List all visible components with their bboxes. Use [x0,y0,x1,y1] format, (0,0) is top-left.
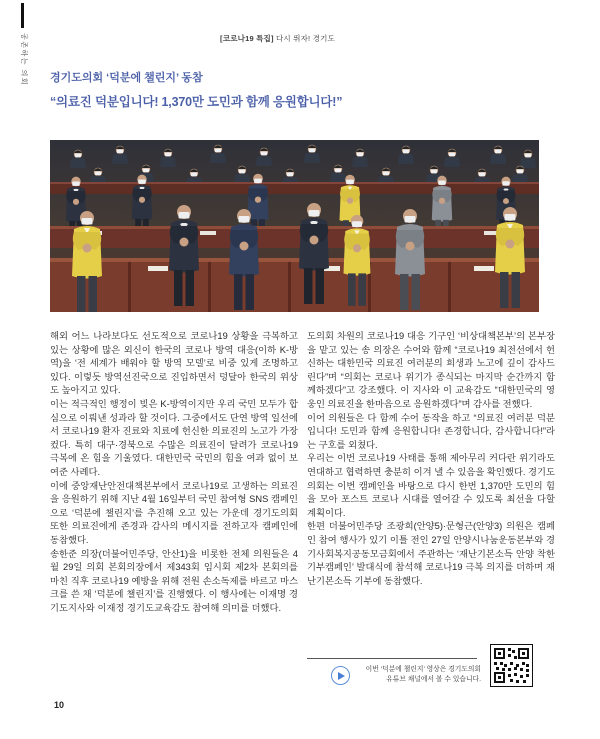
paragraph: 이에 중앙재난안전대책본부에서 코로나19로 고생하는 의료진을 응원하기 위해 지난 4월 16일부터 국민 참여형 SNS 캠페인으로 ‘덕분에 챌린지’를 추진해 오고 있는 가운데 경기도의회 또한 의료진에게 존경과 감사의 메시지를 전하고자 캠페인에 동참했다. [50,480,298,545]
article-column-left [50,330,298,615]
article-column-right [307,330,555,588]
assembly-photo [50,140,539,312]
running-header-text: 다시 뛰자! 경기도 [273,34,335,43]
paragraph: 송한준 의장(더불어민주당, 안산1)을 비롯한 전체 의원들은 4월 29일 의회 본회의장에서 제343회 임시회 제2차 본회의를 마친 직후 코로나19 예방을 위해 전원 손소독제를 바르고 마스크를 쓴 채 ‘덕분에 챌린지’를 진행했다. 이 행사에는 이재명 경기도지사와 이재정 경기도교육감도 참여해 의미를 더했다. [50,548,298,613]
paragraph: 해외 어느 나라보다도 선도적으로 코로나19 상황을 극복하고 있는 상황에 많은 외신이 한국의 코로나 방역 대응(이하 K-방역)을 ‘전 세계가 배워야 할 방역 모델’로 비중 있게 조명하고 있다. 이렇듯 방역선진국으로 진입하면서 덩달아 한국의 위상도 높아지고 있다. [50,331,298,396]
youtube-note-line2: 유튜브 채널에서 볼 수 있습니다. [386,676,481,683]
play-icon [331,666,350,685]
youtube-note [357,665,481,685]
play-triangle-icon [338,672,345,680]
paragraph: 한편 더불어민주당 조광희(안양5)·문형근(안양3) 의원은 캠페인 참여 행사가 있기 이틀 전인 27일 안양시나눔운동본부와 경기사회복지공동모금회에서 주관하는 ‘재난기본소득 안양 착한 기부캠페인’ 발대식에 참석해 코로나19 극복 의지를 더하며 재난기본소득 기부에 동참했다. [307,521,555,586]
running-header-tag: [코로나19 특집] [220,34,274,43]
page-number: 10 [54,700,65,710]
paragraph: 도의회 차원의 코로나19 대응 기구인 ‘비상대책본부’의 본부장을 맡고 있는 송 의장은 수어와 함께 “코로나19 최전선에서 헌신하는 대한민국 의료진 여러분의 희생과 노고에 깊이 감사드린다”며 “의회는 코로나 위기가 종식되는 마지막 순간까지 함께하겠다”고 강조했다. 이 지사와 이 교육감도 “대한민국의 영웅인 의료진을 한마음으로 응원하겠다”며 감사를 전했다. [307,331,555,409]
article-kicker: 경기도의회 ‘덕분에 챌린지’ 동참 [50,72,203,84]
paragraph: 이는 적극적인 행정이 빚은 K-방역이지만 우리 국민 모두가 합심으로 이뤄낸 성과라 할 것이다. 그중에서도 단연 방역 일선에서 코로나19 환자 진료와 치료에 헌신한 의료진의 노고가 가장 컸다. 특히 대구·경북으로 수많은 의료진이 달려가 코로나19 극복에 온 힘을 기울였다. 대한민국 국민의 힘을 여과 없이 보여준 사례다. [50,398,298,477]
paragraph: 우리는 이번 코로나19 사태를 통해 제아무리 커다란 위기라도 연대하고 협력하면 충분히 이겨 낼 수 있음을 확인했다. 경기도의회는 이번 캠페인을 바탕으로 다시 한번 1,370만 도민의 힘을 모아 포스트 코로나 시대를 열어갈 수 있도록 최선을 다할 계획이다. [307,453,555,518]
footer-divider [307,658,477,659]
youtube-note-line1: 이번 ‘덕분에 챌린지’ 영상은 경기도의회 [365,666,481,673]
qr-code-graphic [490,644,533,687]
article-headline: “의료진 덕분입니다! 1,370만 도민과 함께 응원합니다!” [50,95,343,109]
title-block [50,69,555,110]
paragraph: 이어 의원들은 다 함께 수어 동작을 하고 “의료진 여러분 덕분입니다! 도민과 함께 응원합니다! 존경합니다, 감사합니다!”라는 구호를 외쳤다. [307,412,555,450]
sidebar-rule [21,3,24,28]
assembly-photo-illustration [50,140,539,312]
running-header [0,33,555,44]
section-label-vertical: 공존하는 의회 [20,33,27,87]
qr-code [490,644,533,687]
